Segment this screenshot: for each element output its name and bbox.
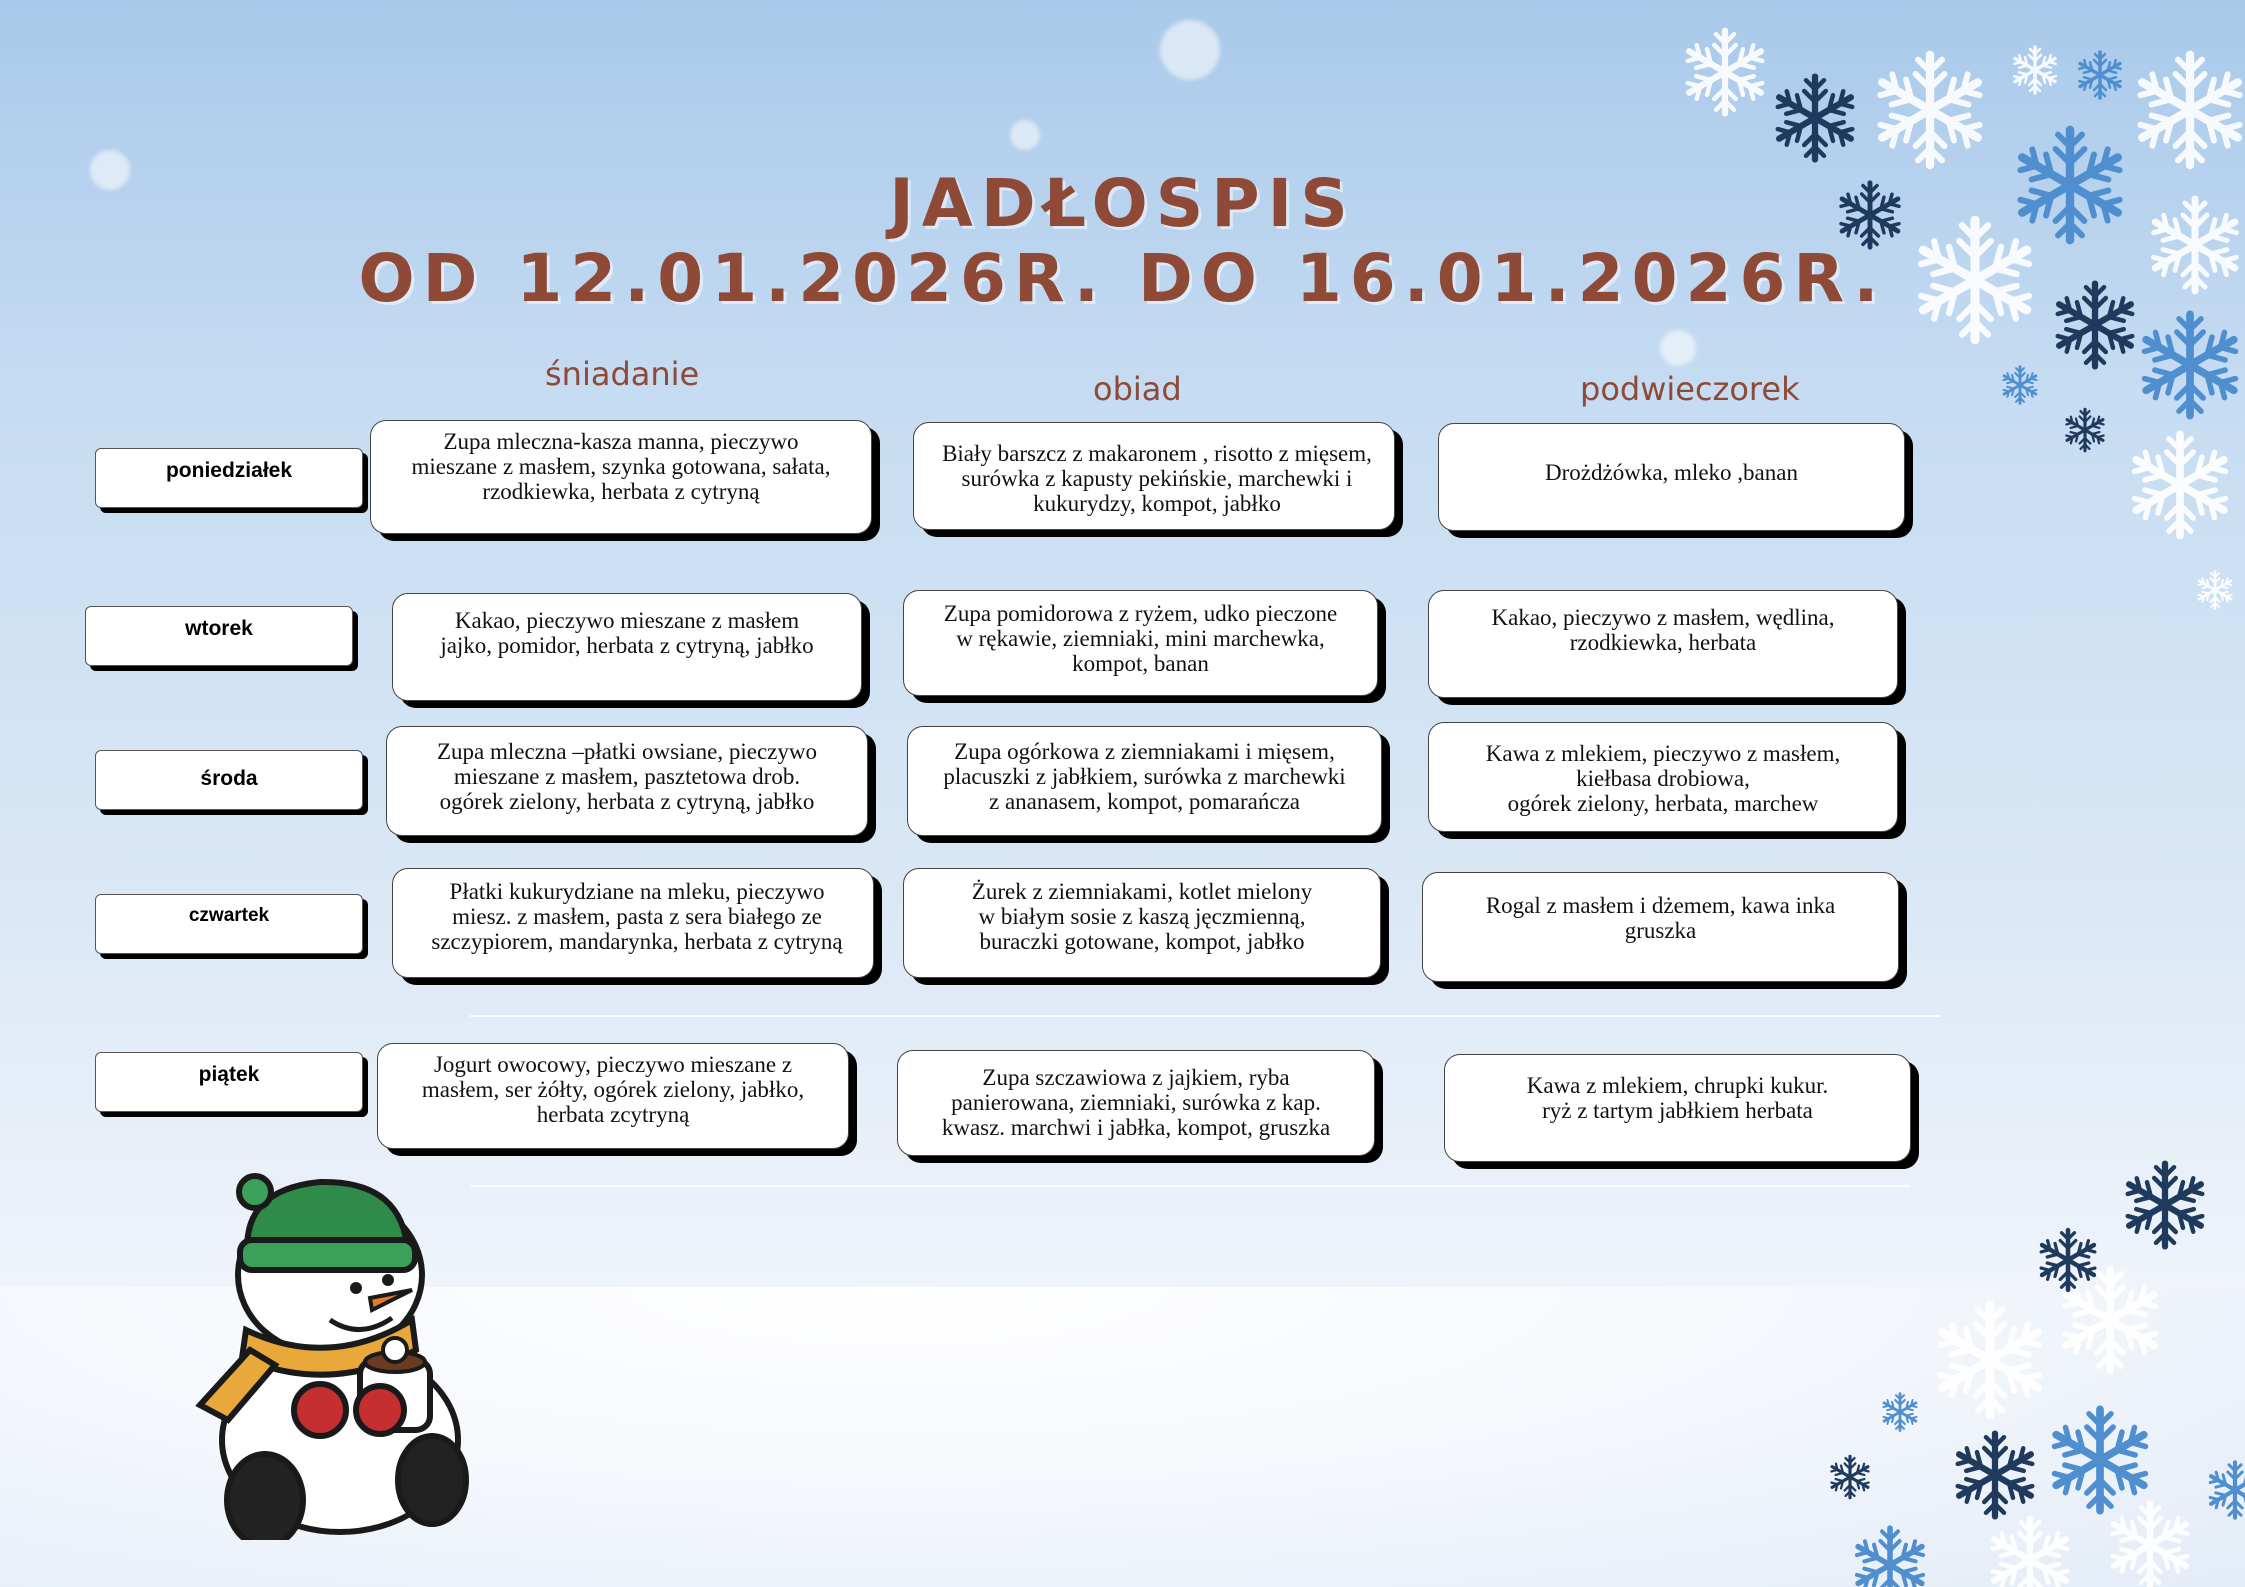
meal-cell-tuesday-obiad: Zupa pomidorowa z ryżem, udko pieczone w rękawie, ziemniaki, mini marchewka, kompot, banan [903, 590, 1378, 696]
column-header-sniadanie: śniadanie [545, 355, 700, 393]
divider [470, 1015, 1940, 1017]
day-label-friday: piątek [95, 1052, 363, 1112]
day-label-wednesday: środa [95, 750, 363, 810]
meal-cell-monday-sniadanie: Zupa mleczna-kasza manna, pieczywo mieszane z masłem, szynka gotowana, sałata, rzodkiewka, herbata z cytryną [370, 420, 872, 534]
meal-cell-thursday-podwieczorek: Rogal z masłem i dżemem, kawa inka gruszka [1422, 872, 1899, 982]
meal-cell-wednesday-obiad: Zupa ogórkowa z ziemniakami i mięsem, placuszki z jabłkiem, surówka z marchewki z ananasem, kompot, pomarańcza [907, 726, 1382, 836]
meal-cell-monday-obiad: Biały barszcz z makaronem , risotto z mięsem, surówka z kapusty pekińskie, marchewki i kukurydzy, kompot, jabłko [913, 422, 1395, 530]
date-range-subtitle: OD 12.01.2026R. DO 16.01.2026R. [358, 240, 1887, 317]
column-header-obiad: obiad [1093, 370, 1182, 408]
meal-cell-wednesday-sniadanie: Zupa mleczna –płatki owsiane, pieczywo mieszane z masłem, pasztetowa drob. ogórek zielony, herbata z cytryną, jabłko [386, 726, 868, 836]
meal-cell-thursday-obiad: Żurek z ziemniakami, kotlet mielony w białym sosie z kaszą jęczmienną, buraczki gotowane, kompot, jabłko [903, 868, 1381, 978]
snowman-illustration [180, 1170, 500, 1540]
page-title: JADŁOSPIS [889, 165, 1356, 242]
bokeh-light [1160, 20, 1220, 80]
meal-cell-tuesday-sniadanie: Kakao, pieczywo mieszane z masłem jajko, pomidor, herbata z cytryną, jabłko [392, 593, 862, 701]
meal-cell-friday-obiad: Zupa szczawiowa z jajkiem, ryba panierowana, ziemniaki, surówka z kap. kwasz. marchwi i jabłka, kompot, gruszka [897, 1050, 1375, 1156]
meal-cell-monday-podwieczorek: Drożdżówka, mleko ,banan [1438, 423, 1905, 531]
meal-cell-thursday-sniadanie: Płatki kukurydziane na mleku, pieczywo miesz. z masłem, pasta z sera białego ze szczypiorem, mandarynka, herbata z cytryną [392, 868, 874, 978]
bokeh-light [1660, 330, 1696, 366]
column-header-podwieczorek: podwieczorek [1580, 370, 1800, 408]
divider [470, 1185, 1910, 1187]
day-label-tuesday: wtorek [85, 606, 353, 666]
meal-cell-friday-podwieczorek: Kawa z mlekiem, chrupki kukur. ryż z tartym jabłkiem herbata [1444, 1054, 1911, 1162]
bokeh-light [1010, 120, 1040, 150]
day-label-thursday: czwartek [95, 894, 363, 954]
meal-cell-friday-sniadanie: Jogurt owocowy, pieczywo mieszane z masłem, ser żółty, ogórek zielony, jabłko, herbata zcytryną [377, 1043, 849, 1149]
meal-cell-tuesday-podwieczorek: Kakao, pieczywo z masłem, wędlina, rzodkiewka, herbata [1428, 590, 1898, 698]
meal-cell-wednesday-podwieczorek: Kawa z mlekiem, pieczywo z masłem, kiełbasa drobiowa, ogórek zielony, herbata, marchew [1428, 722, 1898, 832]
day-label-monday: poniedziałek [95, 448, 363, 508]
